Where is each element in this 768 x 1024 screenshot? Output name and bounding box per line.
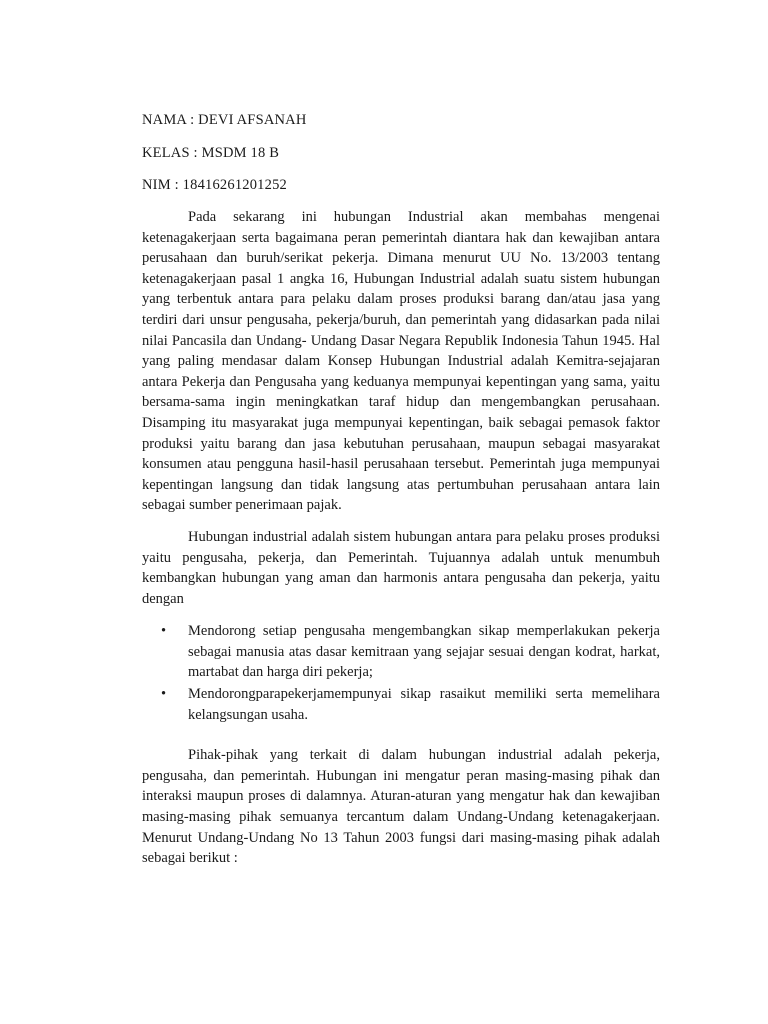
paragraph-intro: Pada sekarang ini hubungan Industrial akan membahas mengenai ketenagakerjaan serta bagaimana peran pemerintah diantara hak dan kewajiban antara perusahaan dan buruh/serikat pekerja. Dimana menurut UU No. 13/2003 tentang ketenagakerjaan pasal 1 angka 16, Hubungan Industrial adalah suatu sistem hubungan yang terbentuk antara para pelaku dalam proses produksi barang dan/atau jasa yang terdiri dari unsur pengusaha, pekerja/buruh, dan pemerintah yang didasarkan pada nilai nilai Pancasila dan Undang- Undang Dasar Negara Republik Indonesia Tahun 1945. Hal yang paling mendasar dalam Konsep Hubungan Industrial adalah Kemitra-sejajaran antara Pekerja dan Pengusaha yang keduanya mempunyai kepentingan yang sama, yaitu bersama-sama ingin meningkatkan taraf hidup dan mengembangkan perusahaan. Disamping itu masyarakat juga mempunyai kepentingan, baik sebagai pemasok faktor produksi yaitu barang dan jasa kebutuhan perusahaan, maupun sebagai masyarakat konsumen atau pengguna hasil-hasil perusahaan tersebut. Pemerintah juga mempunyai kepentingan langsung dan tidak langsung atas pertumbuhan perusahaan antara lain sebagai sumber penerimaan pajak.	[142, 209, 660, 514]
paragraph-definition: Hubungan industrial adalah sistem hubungan antara para pelaku proses produksi yaitu pengusaha, pekerja, dan Pemerintah. Tujuannya adalah untuk menumbuh kembangkan hubungan yang aman dan harmonis antara pengusaha dan pekerja, yaitu dengan	[142, 528, 660, 607]
list-item	[142, 684, 660, 725]
student-nim-line: NIM : 18416261201252	[142, 177, 287, 193]
list-item	[142, 621, 660, 683]
bullet-icon: •	[161, 686, 167, 703]
list-item-text: Mendorongparapekerjamempunyai sikap rasaikut memiliki serta memelihara kelangsungan usaha.	[188, 686, 660, 723]
bullet-icon: •	[161, 623, 167, 640]
bullet-list	[142, 621, 660, 725]
student-class-line: KELAS : MSDM 18 B	[142, 145, 280, 161]
paragraph-parties: Pihak-pihak yang terkait di dalam hubungan industrial adalah pekerja, pengusaha, dan pemerintah. Hubungan ini mengatur peran masing-masing pihak dan interaksi maupun proses di dalamnya. Aturan-aturan yang mengatur hak dan kewajiban masing-masing pihak semuanya tercantum dalam Undang-Undang ketenagakerjaan. Menurut Undang-Undang No 13 Tahun 2003 fungsi dari masing-masing pihak adalah sebagai berikut :	[142, 747, 660, 867]
student-name-line: NAMA : DEVI AFSANAH	[142, 112, 307, 128]
list-item-text: Mendorong setiap pengusaha mengembangkan sikap memperlakukan pekerja sebagai manusia atas dasar kemitraan yang sejajar sesuai dengan kodrat, harkat, martabat dan harga diri pekerja;	[188, 623, 660, 681]
